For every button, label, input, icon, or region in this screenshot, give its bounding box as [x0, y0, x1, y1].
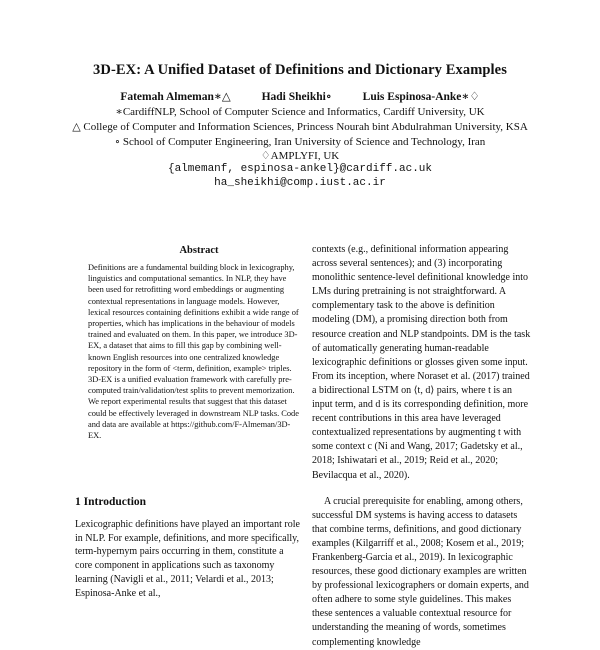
abstract-heading: Abstract	[179, 245, 219, 256]
author-name: Fatemah Almeman∗△	[120, 91, 231, 103]
abstract-block	[88, 245, 300, 441]
author-list	[0, 89, 600, 103]
abstract-text: Definitions are a fundamental building block in lexicography, linguistics and computational semantics. In NLP, they have been used for retrofitting word embeddings or augmenting contextual representations in language models. However, lexical resources containing definitions exhibit a wide range of properties, which has implications in the behaviour of models trained and evaluated on them. In this paper, we introduce 3D-EX, a dataset that aims to fill this gap by combining well-known English resources into one centralized knowledge repository in the form of <term, definition, example> triples. 3D-EX is a unified evaluation framework with carefully pre-computed train/validation/test splits to prevent memorization. We report experimental results that suggest that this dataset could be effectively leveraged in downstream NLP tasks. Code and data are available at https://github.com/F-Almeman/3D-EX.	[88, 263, 299, 441]
body-paragraph: A crucial prerequisite for enabling, among others, successful DM systems is having access to datasets that combine terms, definitions, and good dictionary examples (Kilgarriff et al., 2008; Kosem et al., 2019; Frankenberg-Garcia et al., 2019). In lexicographic resources, these good dictionary examples are written by professional lexicographers or domain experts, and often adhere to some style guidelines. This makes these sentences a valuable contextual resource for understanding the meaning of words, sometimes complementing knowledge	[312, 495, 529, 648]
author-name: Luis Espinosa-Anke∗♢	[362, 91, 480, 103]
author-name: Hadi Sheikhi∘	[261, 91, 332, 103]
affiliation-line: ♢AMPLYFI, UK	[260, 150, 340, 162]
email-line: ha_sheikhi@comp.iust.ac.ir	[214, 177, 386, 189]
intro-paragraph: Lexicographic definitions have played an important role in NLP. For example, definitions, and more specifically, term-hypernym pairs occurring in them, constitute a core component in applications such as taxonomy learning (Navigli et al., 2011; Velardi et al., 2013; Espinosa-Anke et al.,	[75, 519, 300, 599]
right-column	[312, 243, 534, 650]
paper-title: 3D-EX: A Unified Dataset of Definitions and Dictionary Examples	[93, 62, 507, 78]
body-paragraph: contexts (e.g., definitional information appearing across several sentences); and (3) incorporating monolithic sentence-level definitional knowledge into LMs during pretraining is not straightforward. A complementary task to the above is definition modeling (DM), a promising direction both from resource creation and NLP standpoints. DM is the task of automatically generating human-readable lexicographic definitions or glosses given some input. From its inception, where Noraset et al. (2017) trained a bidirectional LSTM on ⟨t, d⟩ pairs, where t is an input term, and d is its corresponding definition, more recent contributions in this area have leveraged contextualized representations by augmenting t with some context c (Ni and Wang, 2017; Gadetsky et al., 2018; Ishiwatari et al., 2019; Reid et al., 2020; Bevilacqua et al., 2020).	[312, 244, 531, 481]
section-heading: 1 Introduction	[75, 496, 147, 508]
email-line: {almemanf, espinosa-ankel}@cardiff.ac.uk	[167, 163, 433, 175]
affiliation-line: ∘ School of Computer Engineering, Iran University of Science and Technology, Iran	[114, 136, 486, 148]
affiliation-line: △ College of Computer and Information Sciences, Princess Nourah bint Abdulrahman University, KSA	[72, 121, 528, 133]
affiliation-line: ∗CardiffNLP, School of Computer Science and Informatics, Cardiff University, UK	[115, 106, 485, 118]
